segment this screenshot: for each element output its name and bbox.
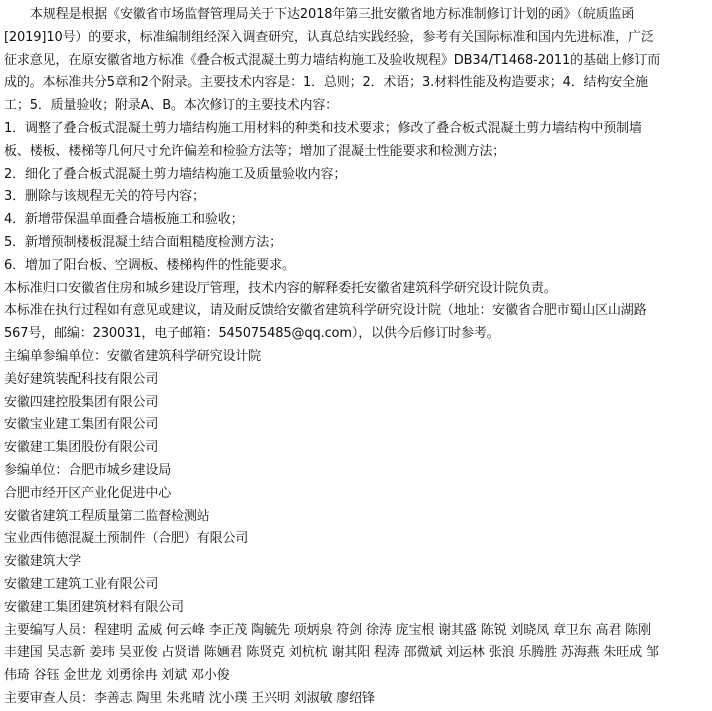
unit-line: 安徽省建筑工程质量第二监督检测站: [4, 508, 210, 524]
unit-line: 美好建筑装配科技有限公司: [4, 371, 159, 387]
unit-line: 安徽建工集团股份有限公司: [4, 440, 159, 456]
paragraph-line: 成的。本标准共分5章和2个附录。主要技术内容是：1．总则；2．术语；3.材料性能及构造要求；4．结构安全施: [4, 75, 648, 91]
revision-item: 2．细化了叠合板式混凝土剪力墙结构施工及质量验收内容；: [4, 166, 347, 182]
paragraph-line: 本规程是根据《安徽省市场监督管理局关于下达2018年第三批安徽省地方标准制修订计划的函》（皖质监函: [30, 7, 635, 22]
reviewers-line: 主要审查人员：李善志 陶里 朱兆晴 沈小璞 王兴明 刘淑敏 廖绍锋: [4, 690, 375, 706]
unit-line: 安徽建工建筑工业有限公司: [4, 576, 159, 592]
revision-item: 板、楼板、楼梯等几何尺寸允许偏差和检验方法等；增加了混凝土性能要求和检测方法；: [4, 143, 506, 159]
authors-line: 伟琦 谷钰 金世龙 刘勇徐冉 刘斌 邓小俊: [4, 668, 230, 684]
revision-item: 6．增加了阳台板、空调板、楼梯构件的性能要求。: [4, 257, 295, 273]
unit-line: 安徽宝业建工集团有限公司: [4, 417, 159, 433]
unit-line: 安徽四建控股集团有限公司: [4, 394, 159, 410]
chief-units: 主编单参编单位：安徽省建筑科学研究设计院: [4, 348, 262, 364]
revision-item: 5．新增预制楼板混凝土结合面粗糙度检测方法；: [4, 234, 282, 250]
unit-line: 宝业西伟德混凝土预制件（合肥）有限公司: [4, 531, 249, 547]
paragraph-line: 征求意见，在原安徽省地方标准《叠合板式混凝土剪力墙结构施工及验收规程》DB34/T1468-2011的基础上修订而: [4, 52, 661, 68]
paragraph-line: [2019]10号）的要求，标准编制组经深入调查研究，认真总结实践经验，参考有关国际标准和国内先进标准，广泛: [4, 29, 654, 45]
feedback-note: 567号，邮编：230031，电子邮箱：545075485@qq.com），以供今后修订时参考。: [4, 326, 500, 342]
revision-item: 3．删除与该规程无关的符号内容；: [4, 189, 205, 205]
feedback-note: 本标准在执行过程如有意见或建议，请及耐反馈给安徽省建筑科学研究设计院（地址：安徽省合肥市蜀山区山湖路: [4, 303, 647, 319]
paragraph-line: 工；5．质量验收；附录A、B。本次修订的主要技术内容：: [4, 98, 339, 114]
unit-line: 安徽建工集团建筑材料有限公司: [4, 599, 184, 615]
authors-line: 主要编写人员：程建明 孟威 何云峰 李正茂 陶毓先 项炳泉 符剑 徐涛 庞宝根 谢其盛 陈锐 刘晓凤 章卫东 高君 陈刚: [4, 622, 651, 638]
unit-line: 安徽建筑大学: [4, 554, 82, 570]
authors-line: 丰建国 吴志新 姜玮 吴亚俊 占贤谱 陈婳君 陈贤克 刘杭杭 谢其阳 程涛 邵微斌 刘运林 张浪 乐腾胜 苏海燕 朱旺成 邹: [4, 645, 659, 661]
participating-units: 参编单位：合肥市城乡建设局: [4, 462, 172, 478]
management-note: 本标准归口安徽省住房和城乡建设厅管理，技术内容的解释委托安徽省建筑科学研究设计院负责。: [4, 280, 557, 296]
revision-item: 1．调整了叠合板式混凝土剪力墙结构施工用材料的种类和技术要求；修改了叠合板式混凝土剪力墙结构中预制墙: [4, 120, 642, 136]
revision-item: 4．新增带保温单面叠合墙板施工和验收；: [4, 212, 244, 228]
unit-line: 合肥市经开区产业化促进中心: [4, 485, 172, 501]
